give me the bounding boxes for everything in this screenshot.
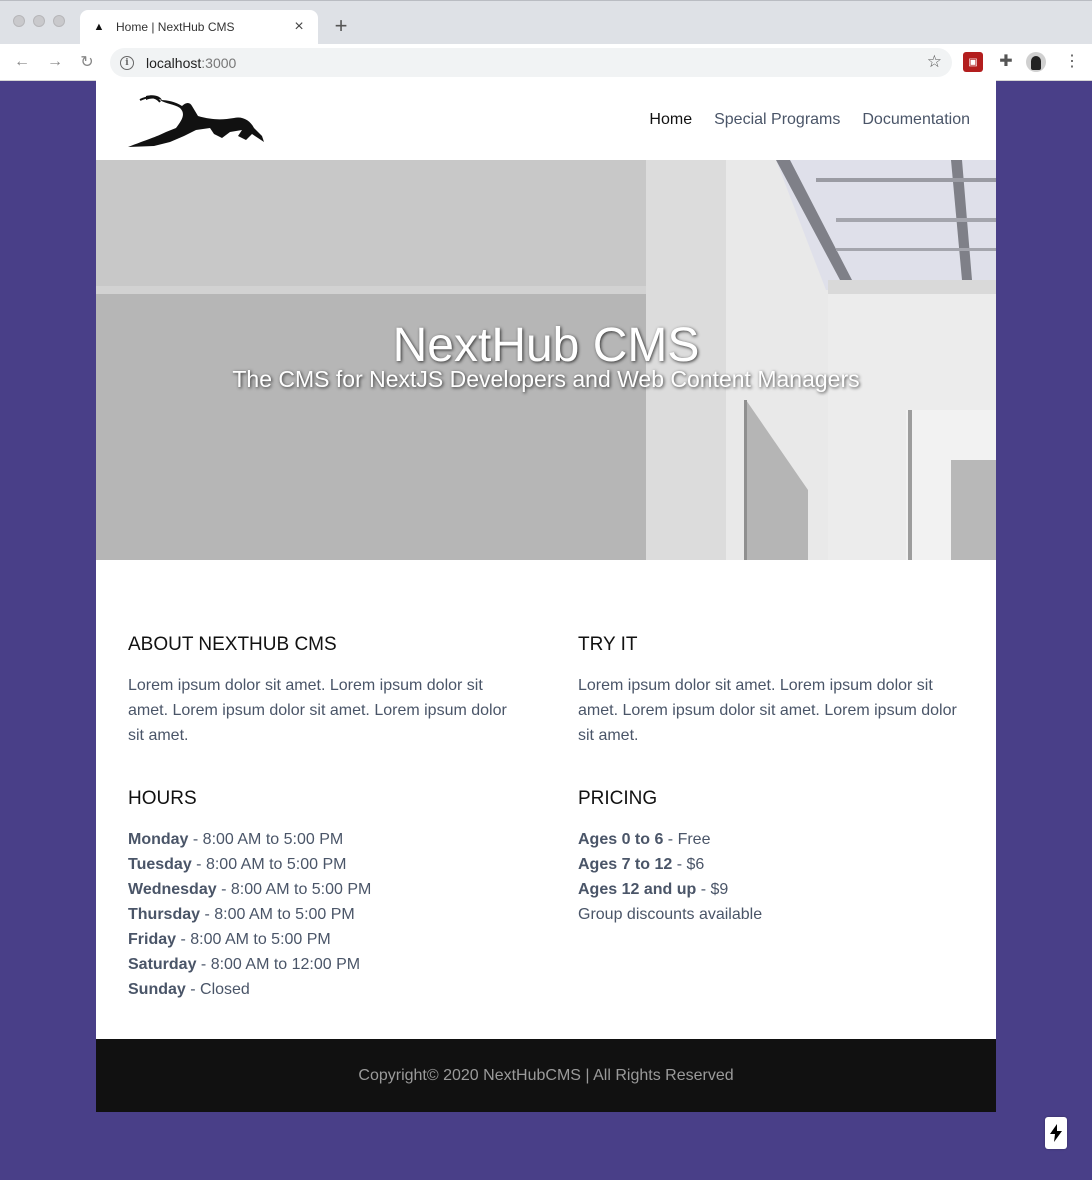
hours-row-wednesday xyxy=(128,877,514,902)
hours-day: Saturday xyxy=(128,956,197,973)
plus-icon[interactable]: + xyxy=(334,13,348,38)
pricing-label: Ages 0 to 6 xyxy=(578,831,664,848)
hero-text xyxy=(96,318,996,392)
pricing-value: - $9 xyxy=(696,881,729,898)
pricing-section xyxy=(578,788,964,927)
kebab-menu-icon[interactable]: ⋮ xyxy=(1064,53,1080,70)
page-container xyxy=(96,80,996,1112)
main-nav xyxy=(649,111,970,129)
pricing-row xyxy=(578,827,964,852)
minimize-window-button[interactable] xyxy=(33,15,45,27)
browser-tab[interactable] xyxy=(80,10,318,44)
nav-link-special-programs[interactable]: Special Programs xyxy=(714,111,841,128)
hours-value: - Closed xyxy=(185,981,250,998)
hours-row-thursday xyxy=(128,902,514,927)
pricing-label: Ages 7 to 12 xyxy=(578,856,673,873)
hours-row-friday xyxy=(128,927,514,952)
hero-subtitle: The CMS for NextJS Developers and Web Content Managers xyxy=(232,366,860,392)
pricing-note: Group discounts available xyxy=(578,906,763,923)
info-icon[interactable]: i xyxy=(120,56,134,70)
hours-row-monday xyxy=(128,827,514,852)
hours-day: Tuesday xyxy=(128,856,192,873)
address-bar[interactable] xyxy=(110,48,952,77)
browser-toolbar xyxy=(0,44,1092,81)
try-it-section xyxy=(578,634,964,748)
hours-day: Sunday xyxy=(128,981,186,998)
url-host: localhost xyxy=(146,54,202,71)
about-heading: ABOUT NEXTHUB CMS xyxy=(128,634,337,655)
about-section xyxy=(128,634,514,748)
maximize-window-button[interactable] xyxy=(53,15,65,27)
about-body: Lorem ipsum dolor sit amet. Lorem ipsum dolor sit amet. Lorem ipsum dolor sit amet. Lorem ipsum dolor sit amet. xyxy=(128,677,507,744)
hours-row-tuesday xyxy=(128,852,514,877)
pricing-row xyxy=(578,852,964,877)
copyright-text: Copyright© 2020 NextHubCMS | All Rights Reserved xyxy=(358,1066,734,1084)
try-it-body: Lorem ipsum dolor sit amet. Lorem ipsum dolor sit amet. Lorem ipsum dolor sit amet. Lorem ipsum dolor sit amet. xyxy=(578,677,957,744)
hours-section xyxy=(128,788,514,1002)
pricing-value: - Free xyxy=(663,831,711,848)
site-header xyxy=(96,80,996,160)
hero-title: NextHub CMS xyxy=(392,319,700,372)
hero-banner xyxy=(96,160,996,560)
left-column xyxy=(96,634,546,1042)
window-controls xyxy=(13,15,65,27)
nav-link-home[interactable]: Home xyxy=(649,111,693,128)
ibex-logo-icon[interactable] xyxy=(126,90,266,150)
pricing-label: Ages 12 and up xyxy=(578,881,697,898)
lightning-bolt-icon[interactable] xyxy=(1045,1117,1067,1149)
hours-row-sunday xyxy=(128,977,514,1002)
try-it-heading: TRY IT xyxy=(578,634,638,655)
reload-icon[interactable]: ↻ xyxy=(80,54,94,71)
close-window-button[interactable] xyxy=(13,15,25,27)
right-column xyxy=(546,634,996,1042)
hours-heading: HOURS xyxy=(128,788,197,809)
pricing-heading: PRICING xyxy=(578,788,658,809)
pricing-value: - $6 xyxy=(672,856,705,873)
hours-day: Wednesday xyxy=(128,881,217,898)
back-arrow-icon[interactable]: ← xyxy=(14,53,30,70)
star-icon[interactable]: ☆ xyxy=(926,52,942,71)
hours-day: Thursday xyxy=(128,906,201,923)
browser-chrome xyxy=(0,0,1092,80)
hours-value: - 8:00 AM to 5:00 PM xyxy=(191,856,347,873)
content-grid xyxy=(96,560,996,1042)
hours-day: Monday xyxy=(128,831,189,848)
hours-day: Friday xyxy=(128,931,177,948)
site-footer xyxy=(96,1039,996,1112)
nav-link-documentation[interactable]: Documentation xyxy=(862,111,970,128)
hours-value: - 8:00 AM to 12:00 PM xyxy=(196,956,361,973)
pricing-row xyxy=(578,877,964,902)
hours-value: - 8:00 AM to 5:00 PM xyxy=(176,931,331,948)
hours-row-saturday xyxy=(128,952,514,977)
forward-arrow-icon[interactable]: → xyxy=(47,53,63,70)
triangle-favicon-icon: ▲ xyxy=(93,21,105,33)
close-icon[interactable]: × xyxy=(294,18,304,35)
hours-value: - 8:00 AM to 5:00 PM xyxy=(216,881,372,898)
hours-value: - 8:00 AM to 5:00 PM xyxy=(188,831,344,848)
hours-value: - 8:00 AM to 5:00 PM xyxy=(200,906,355,923)
url-port: :3000 xyxy=(201,54,237,71)
profile-avatar[interactable] xyxy=(1026,52,1046,72)
tab-title: Home | NextHub CMS xyxy=(116,20,235,34)
extension-red-icon[interactable]: ▣ xyxy=(963,52,983,72)
puzzle-icon[interactable]: ✚ xyxy=(999,53,1013,70)
